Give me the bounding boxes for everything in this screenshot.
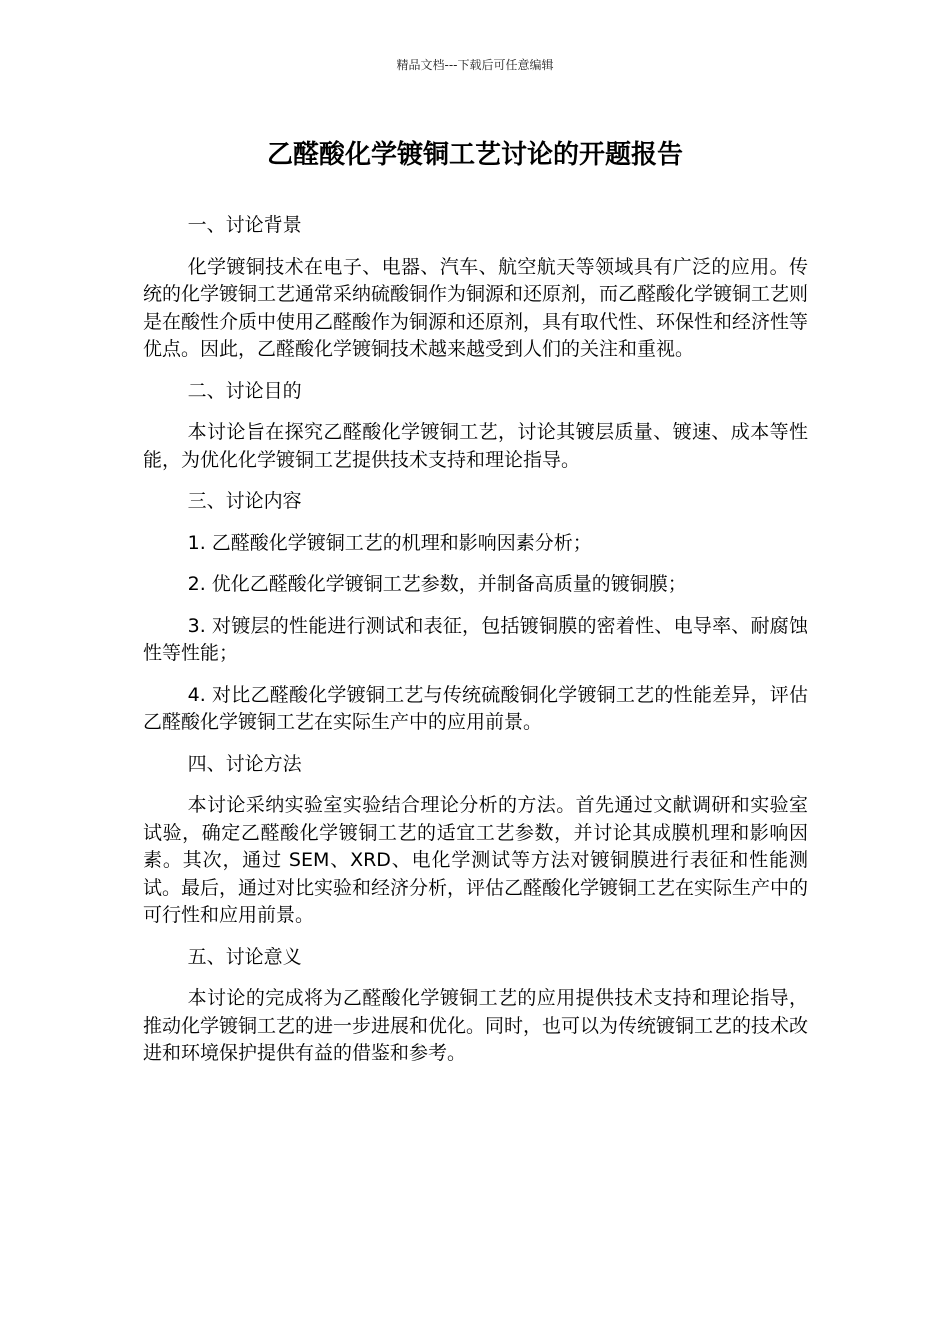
paragraph-method: 本讨论采纳实验室实验结合理论分析的方法。首先通过文献调研和实验室试验，确定乙醛酸化学镀铜工艺的适宜工艺参数，并讨论其成膜机理和影响因素。其次，通过 SEM、XRD、电化学测试等方法对镀铜膜进行表征和性能测试。最后，通过对比实验和经济分析，评估乙醛酸化学镀铜工艺在实际生产中的可行性和应用前景。 (143, 794, 809, 926)
page-header: 精品文档---下载后可任意编辑 (396, 58, 554, 72)
list-item-content-1: 1. 乙醛酸化学镀铜工艺的机理和影响因素分析； (187, 531, 592, 554)
document-body (143, 212, 808, 1082)
section-heading-significance: 五、讨论意义 (187, 945, 302, 968)
paragraph-background: 化学镀铜技术在电子、电器、汽车、航空航天等领域具有广泛的应用。传统的化学镀铜工艺通常采纳硫酸铜作为铜源和还原剂，而乙醛酸化学镀铜工艺则是在酸性介质中使用乙醛酸作为铜源和还原剂，具有取代性、环保性和经济性等优点。因此，乙醛酸化学镀铜技术越来越受到人们的关注和重视。 (143, 255, 809, 360)
paragraph-purpose: 本讨论旨在探究乙醛酸化学镀铜工艺，讨论其镀层质量、镀速、成本等性能，为优化化学镀铜工艺提供技术支持和理论指导。 (143, 421, 808, 471)
list-item-content-4: 4. 对比乙醛酸化学镀铜工艺与传统硫酸铜化学镀铜工艺的性能差异，评估乙醛酸化学镀铜工艺在实际生产中的应用前景。 (143, 683, 808, 733)
list-item-content-2: 2. 优化乙醛酸化学镀铜工艺参数，并制备高质量的镀铜膜； (187, 573, 687, 595)
section-heading-background: 一、讨论背景 (187, 214, 302, 236)
paragraph-significance: 本讨论的完成将为乙醛酸化学镀铜工艺的应用提供技术支持和理论指导，推动化学镀铜工艺的进一步进展和优化。同时，也可以为传统镀铜工艺的技术改进和环境保护提供有益的借鉴和参考。 (143, 987, 809, 1064)
section-heading-method: 四、讨论方法 (187, 752, 302, 775)
list-item-content-3: 3. 对镀层的性能进行测试和表征，包括镀铜膜的密着性、电导率、耐腐蚀性等性能； (143, 614, 808, 664)
section-heading-purpose: 二、讨论目的 (187, 379, 302, 402)
section-heading-content: 三、讨论内容 (187, 490, 302, 512)
document-title: 乙醛酸化学镀铜工艺讨论的开题报告 (266, 140, 683, 170)
